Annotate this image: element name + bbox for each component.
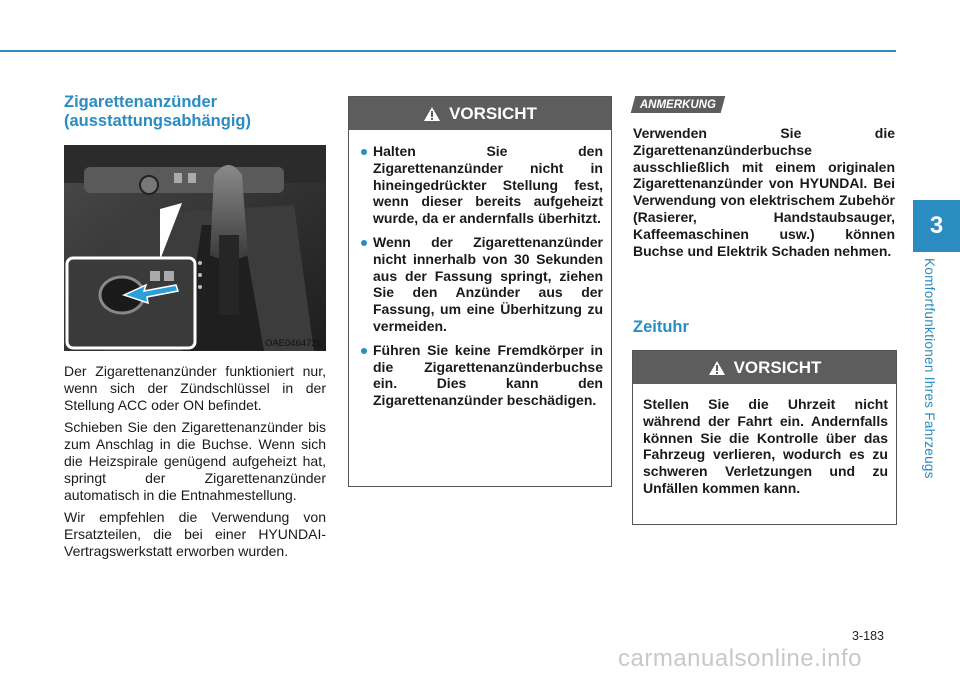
caution-header: VORSICHT	[349, 97, 611, 130]
figure-caption: OAE046472L	[264, 338, 322, 349]
caution-box-clock	[632, 350, 897, 525]
section-cigarette-lighter	[64, 93, 326, 560]
caution-item: Führen Sie keine Fremdkörper in die Zigarettenanzünderbuchse ein. Dies kann den Zigarettenanzünder beschädigen.	[363, 342, 603, 409]
page-number: 3-183	[852, 629, 884, 643]
console-illustration	[64, 145, 326, 351]
watermark[interactable]: carmanualsonline.info	[618, 645, 862, 672]
caution-item: Wenn der Zigarettenanzünder nicht innerhalb von 30 Sekunden aus der Fassung springt, ziehen Sie den Anzünder aus der Fassung, um eine Überhitzung zu vermeiden.	[363, 234, 603, 335]
caution-header: VORSICHT	[633, 351, 896, 384]
warning-triangle-icon	[423, 106, 441, 122]
section-heading-clock: Zeituhr	[633, 318, 689, 336]
cigarette-lighter-photo	[64, 145, 326, 351]
caution-text: Stellen Sie die Uhrzeit nicht während der Fahrt ein. Andernfalls können Sie die Kontrolle über das Fahrzeug verlieren, wodurch es zu schweren Verletzungen und zu Unfällen kommen kann.	[643, 396, 888, 496]
chapter-title-vertical: Komfortfunktionen Ihres Fahrzeugs	[922, 258, 937, 479]
paragraph: Schieben Sie den Zigarettenanzünder bis zum Anschlag in die Buchse. Wenn sich die Heizspirale genügend aufgeheizt hat, springt der Zigarettenanzünder automatisch in die Entnahmestellung.	[64, 419, 326, 503]
paragraph: Der Zigarettenanzünder funktioniert nur, wenn sich der Zündschlüssel in der Stellung ACC oder ON befindet.	[64, 363, 326, 413]
chapter-number-tab[interactable]: 3	[913, 200, 960, 252]
header-rule	[0, 50, 896, 52]
caution-box-lighter	[348, 96, 612, 487]
caution-list	[363, 143, 603, 409]
section-heading: Zigarettenanzünder (ausstattungsabhängig)	[64, 93, 252, 130]
note-label: ANMERKUNG	[631, 96, 726, 113]
caution-item: Halten Sie den Zigarettenanzünder nicht in hineingedrückter Stellung fest, wenn dieser bereits aufgeheizt wurde, da er andernfalls überhitzt.	[363, 143, 603, 227]
note-block	[633, 95, 895, 259]
paragraph: Wir empfehlen die Verwendung von Ersatzteilen, die bei einer HYUNDAI-Vertragswerkstatt erworben wurden.	[64, 509, 326, 559]
note-text: Verwenden Sie die Zigarettenanzünderbuchse ausschließlich mit einem originalen Zigarettenanzünder von HYUNDAI. Bei Verwendung von elektrischem Zubehör (Rasierer, Handstaubsauger, Kaffeemaschinen usw.) können Buchse und Elektrik Schaden nehmen.	[633, 125, 895, 259]
warning-triangle-icon	[708, 360, 726, 376]
